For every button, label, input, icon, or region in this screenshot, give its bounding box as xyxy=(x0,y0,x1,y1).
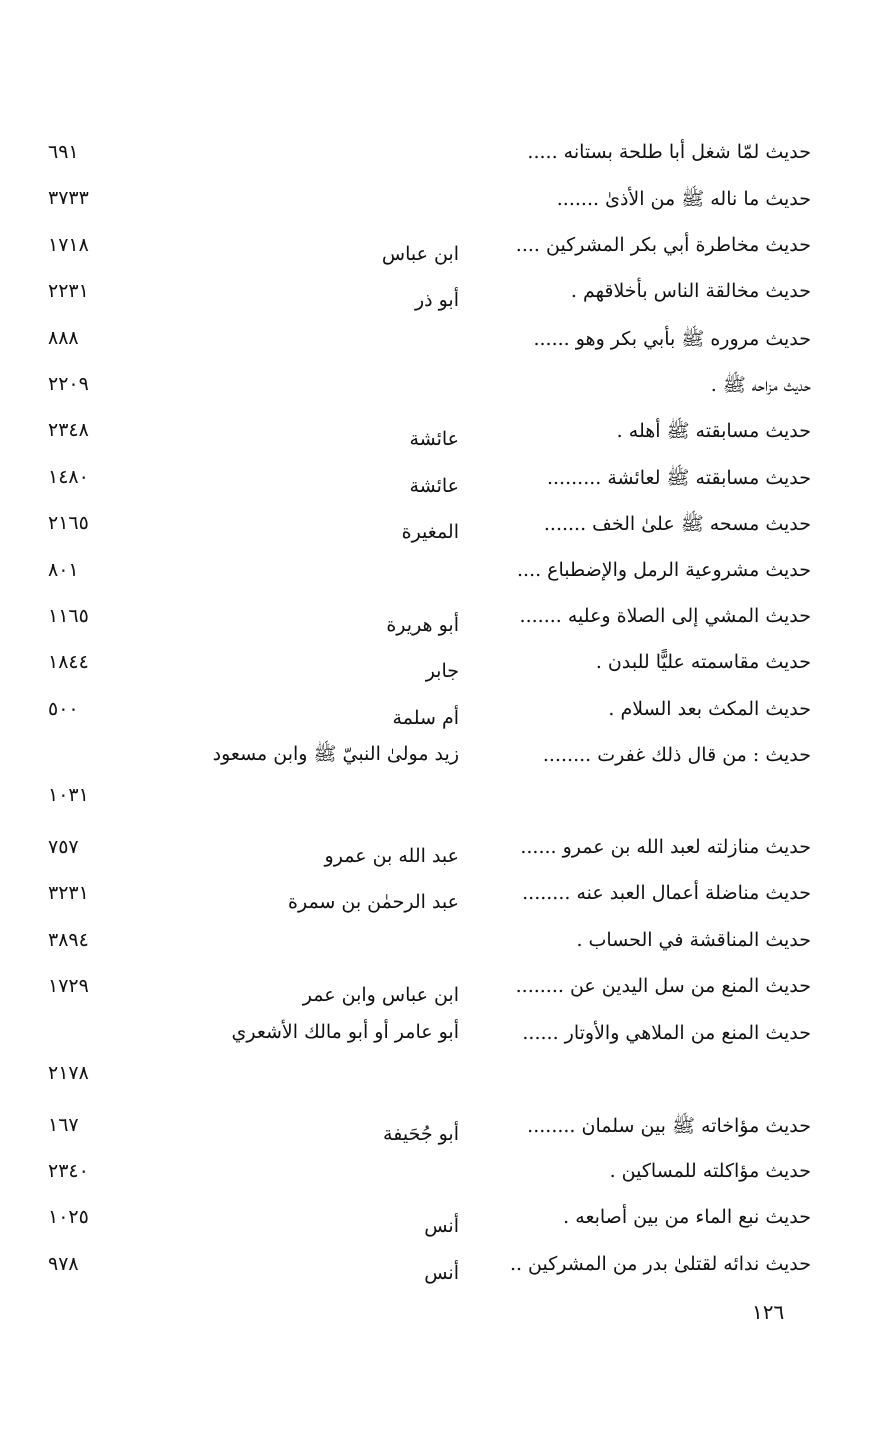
narrator-name: ابن عباس وابن عمر xyxy=(302,984,459,1007)
hadith-title: حديث لمّا شغل أبا طلحة بستانه ..... xyxy=(527,141,811,163)
hadith-title: حديث مخاطرة أبي بكر المشركين .... xyxy=(515,233,811,256)
hadith-title: حديث : من قال ذلك غفرت ........ xyxy=(542,744,811,767)
narrator-name: عبد الرحمٰن بن سمرة xyxy=(288,891,459,914)
hadith-title: حديث مسابقته ﷺ أهله . xyxy=(616,420,811,443)
hadith-title: حديث مؤاخاته ﷺ بين سلمان ........ xyxy=(527,1114,811,1137)
hadith-number: ٢٣٤٨ xyxy=(48,419,89,442)
hadith-number: ٣٢٣١ xyxy=(48,882,89,905)
index-entry xyxy=(0,734,891,826)
index-entry xyxy=(0,177,891,223)
hadith-title: حديث المنع من الملاهي والأوتار ...... xyxy=(522,1021,811,1044)
hadith-title: حديث مؤاكلته للمساكين . xyxy=(609,1160,811,1183)
index-entry xyxy=(0,641,891,687)
hadith-title: حديث ما ناله ﷺ من الأذىٰ ....... xyxy=(556,188,811,211)
index-entry xyxy=(0,409,891,455)
index-entry xyxy=(0,919,891,965)
index-entry xyxy=(0,502,891,548)
hadith-number: ٦٩١ xyxy=(48,141,79,163)
narrator-name: أنس xyxy=(424,1215,459,1238)
index-entry xyxy=(0,456,891,502)
index-entry xyxy=(0,131,891,177)
hadith-title: حديث المشي إلى الصلاة وعليه ....... xyxy=(519,604,811,627)
page-number: ١٢٦ xyxy=(752,1300,785,1324)
index-entry xyxy=(0,1196,891,1242)
narrator-name: عبد الله بن عمرو xyxy=(324,845,459,868)
index-entry xyxy=(0,1104,891,1150)
narrator-name: ابن عباس xyxy=(381,242,459,265)
hadith-title: حديث مناضلة أعمال العبد عنه ........ xyxy=(522,882,811,905)
index-entry xyxy=(0,688,891,734)
hadith-number: ٢٢٠٩ xyxy=(48,372,89,395)
narrator-name: أبو هريرة xyxy=(386,613,459,636)
index-entry xyxy=(0,224,891,270)
hadith-number: ٣٧٣٣ xyxy=(48,187,89,210)
hadith-number: ١٤٨٠ xyxy=(48,465,89,488)
index-entry xyxy=(0,826,891,872)
index-entry xyxy=(0,595,891,641)
index-entry xyxy=(0,965,891,1011)
narrator-name: المغيرة xyxy=(401,521,459,544)
hadith-number: ٧٥٧ xyxy=(48,836,79,859)
index-entry xyxy=(0,872,891,918)
narrator-name: أبو عامر أو أبو مالك الأشعري xyxy=(231,1020,459,1043)
hadith-number: ١٧١٨ xyxy=(48,233,89,256)
index-entry xyxy=(0,1243,891,1289)
narrator-name: أنس xyxy=(424,1261,459,1284)
hadith-number: ٨٨٨ xyxy=(48,326,79,349)
hadith-number: ١٠٣١ xyxy=(48,784,89,807)
hadith-title: حديث مسحه ﷺ علىٰ الخف ....... xyxy=(543,513,811,536)
index-entry xyxy=(0,363,891,409)
hadith-number: ٨٠١ xyxy=(48,558,79,581)
hadith-number: ٢٣٤٠ xyxy=(48,1160,89,1183)
narrator-name: أم سلمة xyxy=(392,706,459,729)
narrator-name: جابر xyxy=(425,660,459,683)
hadith-number: ٩٧٨ xyxy=(48,1252,79,1275)
hadith-title: حديث مروره ﷺ بأبي بكر وهو ...... xyxy=(533,327,811,350)
hadith-number: ١٦٧ xyxy=(48,1113,79,1136)
hadith-title: حديث مشروعية الرمل والإضطباع .... xyxy=(516,558,811,581)
hadith-number: ٣٨٩٤ xyxy=(48,928,89,951)
hadith-number: ١٧٢٩ xyxy=(48,975,89,998)
hadith-number: ٢١٧٨ xyxy=(48,1061,89,1084)
hadith-title: حديث ندائه لقتلىٰ بدر من المشركين .. xyxy=(509,1252,811,1275)
index-entry xyxy=(0,549,891,595)
hadith-title: حديث نبع الماء من بين أصابعه . xyxy=(563,1206,811,1229)
hadith-title: حديث منازلته لعبد الله بن عمرو ...... xyxy=(520,836,811,859)
index-entry xyxy=(0,270,891,316)
hadith-number: ١٠٢٥ xyxy=(48,1206,89,1229)
hadith-number: ٢١٦٥ xyxy=(48,512,89,535)
narrator-name: أبو جُحَيفة xyxy=(383,1122,459,1145)
index-entry xyxy=(0,317,891,363)
hadith-title: حديث مزاحه ﷺ . xyxy=(710,373,811,396)
hadith-title: حديث المنع من سل اليدين عن ........ xyxy=(515,975,811,998)
hadith-title: حديث المكث بعد السلام . xyxy=(608,697,811,720)
hadith-title: حديث المناقشة في الحساب . xyxy=(576,928,811,951)
hadith-number: ١٨٤٤ xyxy=(48,651,89,674)
index-entry xyxy=(0,1150,891,1196)
hadith-title: حديث مخالقة الناس بأخلاقهم . xyxy=(570,280,811,303)
hadith-index-list xyxy=(0,131,891,1289)
hadith-number: ٥٠٠ xyxy=(48,697,79,720)
hadith-number: ٢٢٣١ xyxy=(48,280,89,303)
narrator-name: أبو ذر xyxy=(414,289,459,312)
hadith-number: ١١٦٥ xyxy=(48,604,89,627)
hadith-title: حديث مقاسمته عليًّا للبدن . xyxy=(595,651,811,674)
narrator-name: زيد مولىٰ النبيّ ﷺ وابن مسعود xyxy=(212,743,459,766)
index-entry xyxy=(0,1012,891,1104)
narrator-name: عائشة xyxy=(409,428,459,451)
hadith-title: حديث مسابقته ﷺ لعائشة ......... xyxy=(546,466,811,489)
narrator-name: عائشة xyxy=(409,474,459,497)
